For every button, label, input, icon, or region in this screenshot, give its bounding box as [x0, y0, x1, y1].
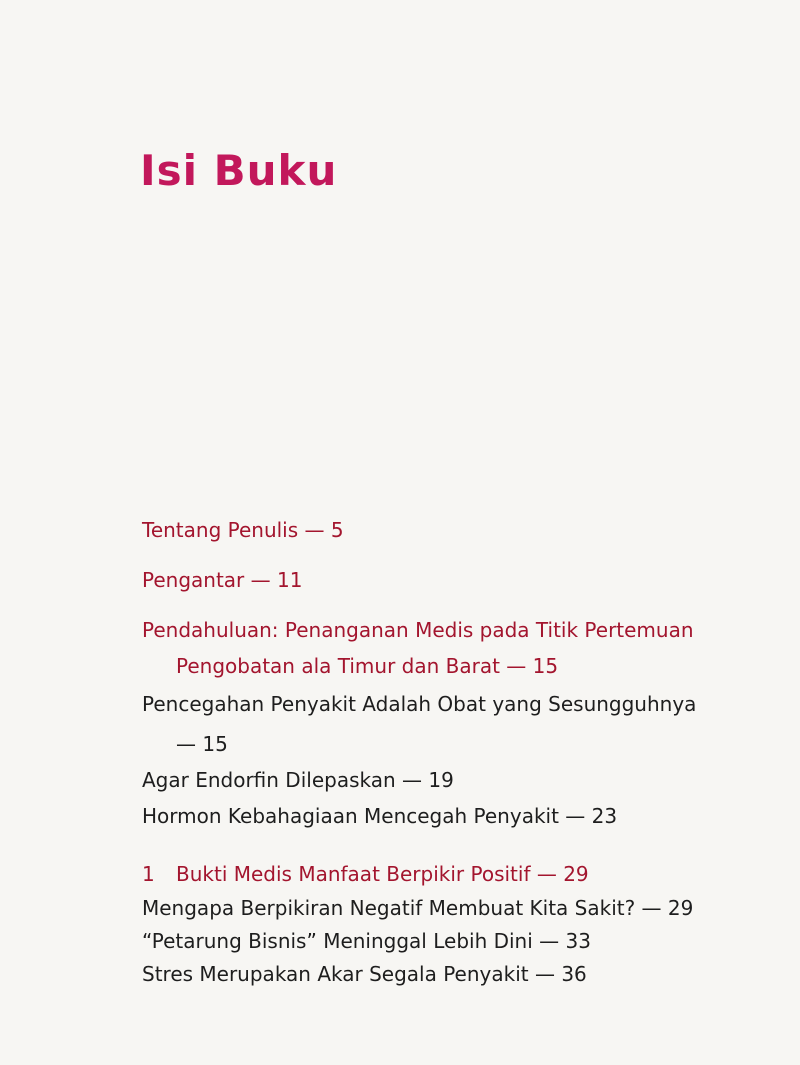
toc-entry-tentang-penulis[interactable]: Tentang Penulis — 5	[142, 518, 344, 542]
toc-entry-pendahuluan-line2: Pengobatan ala Timur dan Barat — 15	[176, 654, 559, 678]
chapter-title: Bukti Medis Manfaat Berpikir Positif — 29	[176, 862, 589, 886]
toc-entry-hormon[interactable]: Hormon Kebahagiaan Mencegah Penyakit — 23	[142, 804, 618, 828]
toc-entry-pengantar[interactable]: Pengantar — 11	[142, 568, 303, 592]
toc-entry-pendahuluan-line1: Pendahuluan: Penanganan Medis pada Titik Pertemuan	[142, 618, 694, 642]
table-of-contents	[142, 512, 782, 991]
page-title: Isi Buku	[140, 146, 338, 195]
toc-entry-endorfin[interactable]: Agar Endorfin Dilepaskan — 19	[142, 768, 454, 792]
toc-entry-pencegahan[interactable]	[142, 686, 782, 762]
toc-entry-berpikiran-negatif[interactable]: Mengapa Berpikiran Negatif Membuat Kita Sakit? — 29	[142, 896, 694, 920]
toc-entry-pencegahan-line2: — 15	[176, 732, 228, 756]
toc-entry-pendahuluan[interactable]	[142, 612, 782, 684]
toc-chapter-1[interactable]	[142, 856, 782, 892]
toc-entry-pencegahan-line1: Pencegahan Penyakit Adalah Obat yang Sesungguhnya	[142, 692, 697, 716]
toc-entry-stres[interactable]: Stres Merupakan Akar Segala Penyakit — 36	[142, 962, 587, 986]
toc-entry-petarung-bisnis[interactable]: “Petarung Bisnis” Meninggal Lebih Dini — 33	[142, 929, 591, 953]
chapter-number: 1	[142, 862, 155, 886]
